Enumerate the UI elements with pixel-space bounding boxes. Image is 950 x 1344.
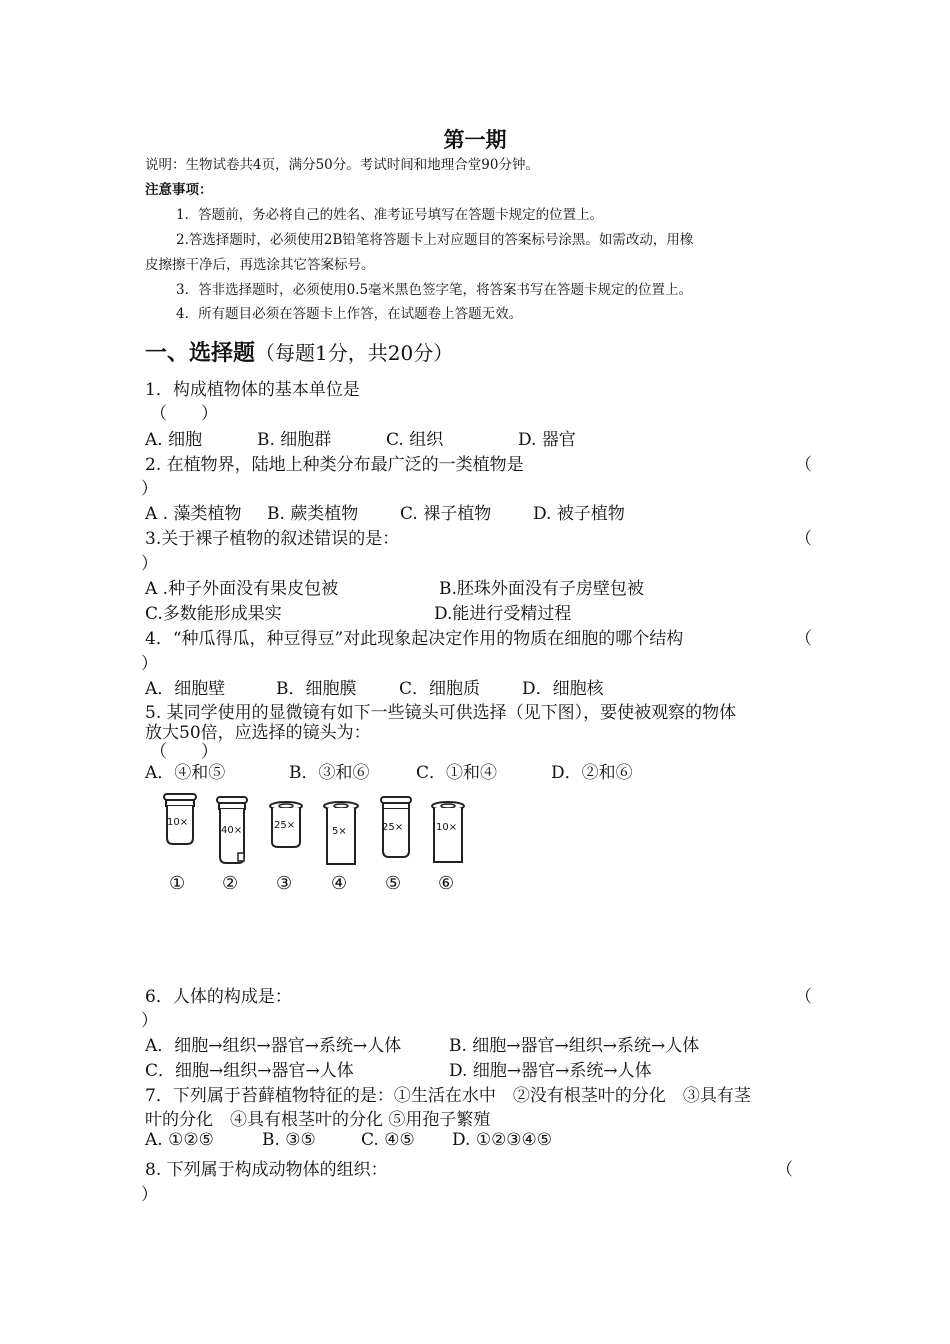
option-c: C.多数能形成果实 <box>145 604 282 624</box>
lens-6 <box>430 800 466 866</box>
option-d: D. ①②③④⑤ <box>452 1130 553 1150</box>
option-d: D. 细胞→器官→系统→人体 <box>449 1061 652 1081</box>
lens-5-number: ⑤ <box>385 873 402 894</box>
section-title: 一、选择题 <box>145 340 256 366</box>
option-c: C. 组织 <box>386 430 444 450</box>
option-a: A .种子外面没有果皮包被 <box>145 579 339 599</box>
notice-item: 皮擦擦干净后，再选涂其它答案标号。 <box>145 257 375 273</box>
question-stem: 5. 某同学使用的显微镜有如下一些镜头可供选择（见下图），要使被观察的物体 <box>145 703 737 723</box>
question-stem: 6．人体的构成是： <box>145 987 292 1007</box>
option-b: B. ③⑤ <box>262 1130 316 1150</box>
paren-open: （ <box>795 455 812 475</box>
notice-heading: 注意事项： <box>145 182 213 198</box>
lens-6-label: 10× <box>436 822 458 833</box>
question-stem: 8. 下列属于构成动物体的组织： <box>145 1160 388 1180</box>
option-a: A．④和⑤ <box>145 763 226 783</box>
paren-open: （ <box>795 987 812 1007</box>
option-c: C．①和④ <box>416 763 498 783</box>
option-d: D.能进行受精过程 <box>434 604 572 624</box>
intro-text: 说明：生物试卷共4页，满分50分。考试时间和地理合堂90分钟。 <box>145 157 539 173</box>
option-b: B. 蕨类植物 <box>267 504 359 524</box>
option-b: B．③和⑥ <box>289 763 370 783</box>
option-a: A．细胞→组织→器官→系统→人体 <box>145 1036 402 1056</box>
option-b: B. 细胞群 <box>257 430 332 450</box>
paren-close: ） <box>141 1011 158 1031</box>
option-d: D. 被子植物 <box>533 504 625 524</box>
option-d: D．②和⑥ <box>551 763 633 783</box>
option-b: B. 细胞→器官→组织→系统→人体 <box>449 1036 700 1056</box>
lens-5-label: 25× <box>382 822 404 833</box>
option-c: C．细胞→组织→器官→人体 <box>145 1061 354 1081</box>
question-stem: 4．“种瓜得瓜，种豆得豆”对此现象起决定作用的物质在细胞的哪个结构 <box>145 629 684 649</box>
notice-item: 1．答题前，务必将自己的姓名、准考证号填写在答题卡规定的位置上。 <box>176 207 604 223</box>
lens-4-number: ④ <box>331 873 348 894</box>
question-stem: 7．下列属于苔藓植物特征的是：①生活在水中 ②没有根茎叶的分化 ③具有茎 <box>145 1086 751 1106</box>
lens-4-label: 5× <box>332 826 347 837</box>
paren-close: ） <box>141 554 158 574</box>
option-a: A. 细胞 <box>145 430 203 450</box>
question-stem: 2. 在植物界，陆地上种类分布最广泛的一类植物是 <box>145 455 524 475</box>
option-a: A . 藻类植物 <box>145 504 242 524</box>
notice-item: 4．所有题目必须在答题卡上作答，在试题卷上答题无效。 <box>176 306 523 322</box>
answer-blank: （ ） <box>150 742 218 762</box>
notice-item: 2.答选择题时，必须使用2B铅笔将答题卡上对应题目的答案标号涂黑。如需改动，用橡 <box>176 232 694 248</box>
page-title: 第一期 <box>443 128 507 152</box>
lens-2-label: 40× <box>221 825 243 836</box>
option-a: A．细胞壁 <box>145 679 226 699</box>
lens-1-number: ① <box>169 873 186 894</box>
question-stem: 放大50倍，应选择的镜头为： <box>145 723 371 743</box>
lens-3-label: 25× <box>274 820 296 831</box>
answer-blank: （ ） <box>150 404 218 424</box>
lens-1-label: 10× <box>167 817 189 828</box>
lens-6-number: ⑥ <box>438 873 455 894</box>
lens-3-number: ③ <box>276 873 293 894</box>
section-note: （每题1分，共20分） <box>255 341 454 365</box>
question-stem: 1．构成植物体的基本单位是 <box>145 380 360 400</box>
option-d: D. 器官 <box>518 430 576 450</box>
section-heading <box>145 336 453 367</box>
question-stem: 3.关于裸子植物的叙述错误的是： <box>145 529 400 549</box>
paren-close: ） <box>141 479 158 499</box>
paren-close: ） <box>141 654 158 674</box>
option-a: A. ①②⑤ <box>145 1130 214 1150</box>
paren-open: （ <box>795 629 812 649</box>
option-b: B.胚珠外面没有子房壁包被 <box>439 579 644 599</box>
question-stem: 叶的分化 ④具有根茎叶的分化 ⑤用孢子繁殖 <box>145 1110 491 1130</box>
option-c: C. 裸子植物 <box>400 504 492 524</box>
notice-item: 3．答非选择题时，必须使用0.5毫米黑色签字笔，将答案书写在答题卡规定的位置上。 <box>176 282 693 298</box>
paren-open: （ <box>795 529 812 549</box>
option-b: B．细胞膜 <box>276 679 357 699</box>
paren-close: ） <box>141 1185 158 1205</box>
paren-open: （ <box>776 1160 793 1180</box>
option-c: C．细胞质 <box>399 679 481 699</box>
option-c: C. ④⑤ <box>361 1130 415 1150</box>
lens-2-number: ② <box>222 873 239 894</box>
option-d: D．细胞核 <box>522 679 604 699</box>
